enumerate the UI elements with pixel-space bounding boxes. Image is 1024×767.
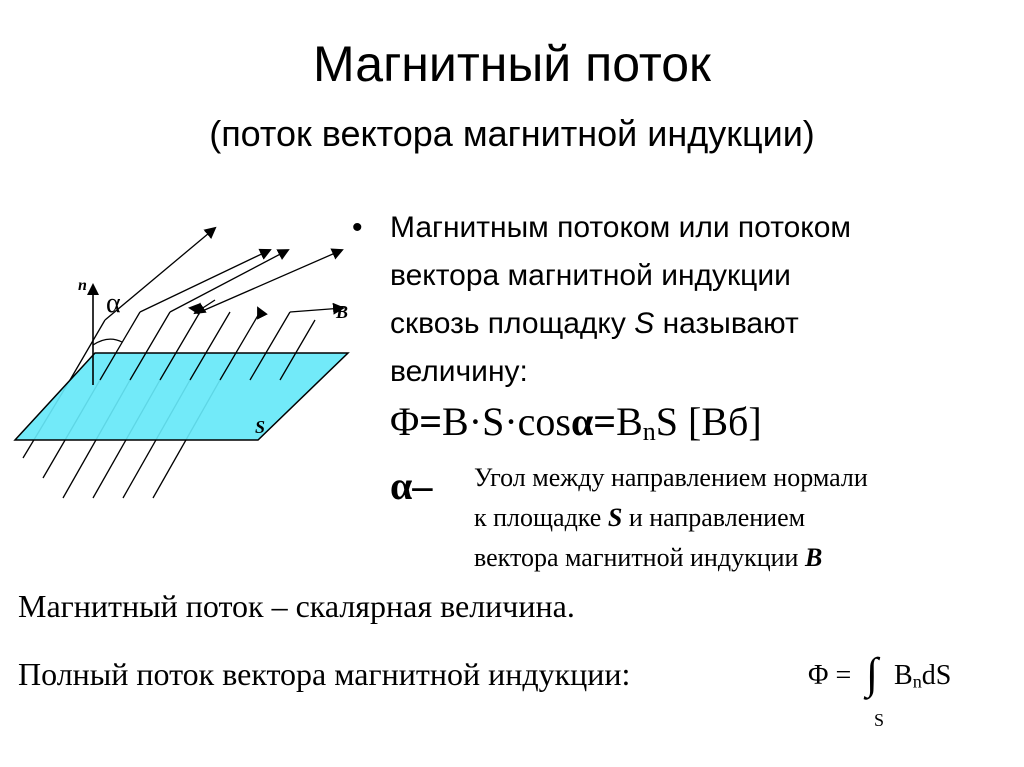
definition-line-2: вектора магнитной индукции	[390, 259, 791, 292]
normal-label: n	[78, 277, 87, 294]
alpha-note-line-2: к площадке S и направлением	[474, 503, 806, 532]
slide-title: Магнитный поток	[313, 36, 711, 92]
angle-arc	[93, 339, 122, 345]
alpha-symbol: α–	[390, 463, 433, 508]
angle-label: α	[106, 288, 121, 319]
bullet-marker: •	[352, 211, 363, 244]
definition-line-1: Магнитным потоком или потоком	[390, 211, 852, 244]
flux-diagram	[10, 220, 370, 520]
field-line-arrow	[105, 228, 215, 320]
integral-formula: Φ =	[808, 660, 852, 691]
flux-formula: $\Phi=B\cdot S\cdot\cos\alpha=B_nS$ [Вб]	[390, 399, 762, 447]
total-flux-label: Полный поток вектора магнитной индукции:	[18, 656, 631, 692]
alpha-note-line-3: вектора магнитной индукции B	[474, 543, 823, 572]
integral-integrand: $B_ndS$	[894, 660, 952, 692]
definition-line-4: величину:	[390, 355, 528, 388]
definition-line-3: сквозь площадку S называют	[390, 307, 799, 340]
integral-limit: S	[874, 710, 885, 730]
scalar-statement: Магнитный поток – скалярная величина.	[18, 588, 575, 624]
integral-sign: ∫	[866, 649, 879, 698]
slide-subtitle: (поток вектора магнитной индукции)	[209, 113, 815, 154]
surface-label: S	[255, 417, 266, 437]
surface-plane	[15, 353, 348, 440]
alpha-note-line-1: Угол между направлением нормали	[474, 463, 868, 492]
field-line-arrow	[140, 250, 270, 312]
field-label: B	[336, 302, 349, 322]
